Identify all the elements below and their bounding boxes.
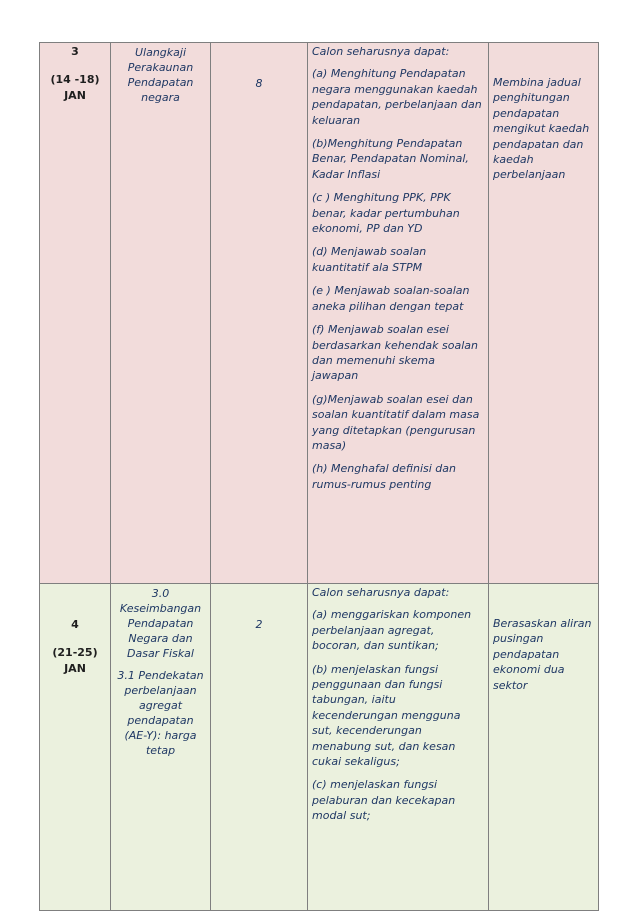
topic-cell	[111, 584, 211, 911]
note-text: Membina jadual penghitungan pendapatan mengikut kaedah pendapatan dan kaedah perbelanjaan	[493, 76, 590, 182]
hours-cell	[211, 584, 308, 911]
objective-item: (f) Menjawab soalan esei berdasarkan kehendak soalan dan memenuhi skema jawapan	[312, 323, 478, 383]
week-dates: (14 -18)	[50, 73, 100, 86]
objective-item: (g)Menjawab soalan esei dan soalan kuantitatif dalam masa yang ditetapkan (pengurusan masa)	[312, 392, 480, 452]
topic-text: 3.0 Keseimbangan Pendapatan Negara dan Dasar Fiskal	[119, 587, 202, 660]
note-cell	[489, 584, 599, 911]
objectives-cell	[308, 584, 489, 911]
objectives-cell	[308, 43, 489, 584]
objective-item: (d) Menjawab soalan kuantitatif ala STPM	[312, 245, 427, 274]
week-number: 3	[71, 45, 79, 58]
objective-item: (c ) Menghitung PPK, PPK benar, kadar pertumbuhan ekonomi, PP dan YD	[312, 191, 460, 236]
objective-item: (a) Menghitung Pendapatan negara menggunakan kaedah pendapatan, perbelanjaan dan keluaran	[312, 67, 482, 127]
week-number: 4	[71, 618, 79, 631]
week-dates: (21-25)	[52, 646, 98, 659]
objective-item: (b) menjelaskan fungsi penggunaan dan fungsi tabungan, iaitu kecenderungan mengguna sut, kecenderungan menabung sut, dan kesan cukai sekaligus;	[312, 662, 461, 769]
hours-value: 2	[255, 618, 263, 631]
week-cell	[40, 43, 111, 584]
week-month: JAN	[64, 89, 86, 102]
topic-text: Ulangkaji Perakaunan Pendapatan negara	[127, 46, 194, 104]
subtopic-text: 3.1 Pendekatan perbelanjaan agregat pendapatan (AE-Y): harga tetap	[117, 669, 204, 757]
objectives-intro: Calon seharusnya dapat:	[312, 45, 450, 58]
table-row	[40, 43, 599, 584]
week-cell	[40, 584, 111, 911]
note-text: Berasaskan aliran pusingan pendapatan ekonomi dua sektor	[493, 617, 592, 692]
lesson-plan-table	[39, 42, 599, 911]
objective-item: (c) menjelaskan fungsi pelaburan dan kecekapan modal sut;	[312, 778, 456, 823]
objective-item: (e ) Menjawab soalan-soalan aneka pilihan dengan tepat	[312, 284, 470, 313]
hours-value: 8	[255, 77, 263, 90]
hours-cell	[211, 43, 308, 584]
topic-cell	[111, 43, 211, 584]
objective-item: (b)Menghitung Pendapatan Benar, Pendapatan Nominal, Kadar Inflasi	[312, 137, 469, 181]
week-month: JAN	[64, 662, 86, 675]
objective-item: (h) Menghafal definisi dan rumus-rumus penting	[312, 462, 457, 491]
table-row	[40, 584, 599, 911]
objective-item: (a) menggariskan komponen perbelanjaan agregat, bocoran, dan suntikan;	[312, 608, 472, 653]
note-cell	[489, 43, 599, 584]
objectives-intro: Calon seharusnya dapat:	[312, 586, 450, 599]
